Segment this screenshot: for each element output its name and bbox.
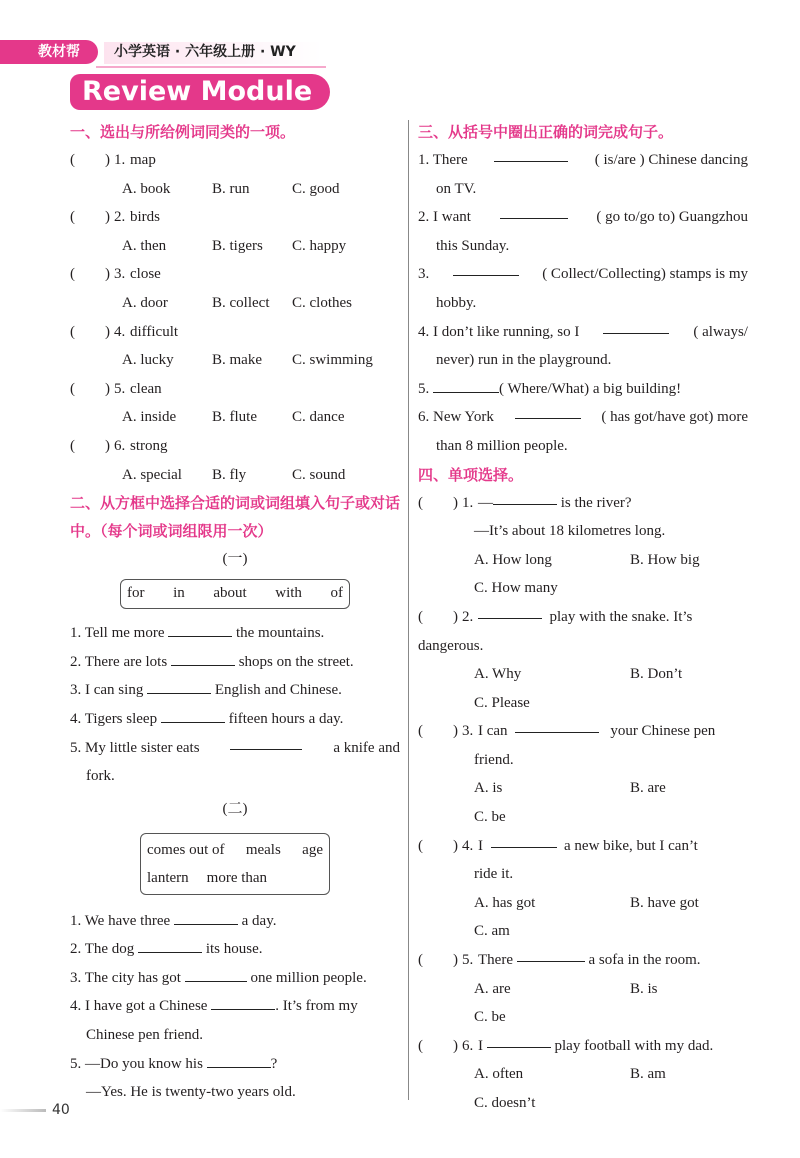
options-row: A. special B. fly C. sound	[122, 466, 346, 483]
box-word: in	[173, 585, 185, 602]
options-row: A. Why B. Don’t	[474, 666, 683, 683]
word-box-2	[140, 833, 330, 895]
answer-blank[interactable]	[207, 1052, 271, 1068]
brand-tag: 教材帮	[0, 40, 98, 64]
options-row: A. inside B. flute C. dance	[122, 409, 345, 426]
box-word: more than	[206, 869, 268, 886]
header-underline	[96, 66, 326, 68]
options-row: A. has got B. have got	[474, 894, 699, 911]
options-row: A. is B. are	[474, 780, 666, 797]
mc-question: ( ) 3. I can your Chinese pen	[418, 717, 748, 746]
answer-blank[interactable]	[487, 1032, 551, 1048]
option-c: C. am	[474, 923, 510, 940]
page-number	[0, 1100, 70, 1120]
section1-heading: 一、选出与所给例词同类的一项。	[70, 123, 296, 141]
answer-blank[interactable]	[494, 146, 568, 162]
answer-blank[interactable]	[161, 707, 225, 723]
answer-blank[interactable]	[138, 937, 202, 953]
page-header	[0, 40, 330, 68]
box-word: lantern	[147, 869, 189, 886]
answer-blank[interactable]	[453, 260, 519, 276]
fill-line-cont: than 8 million people.	[436, 437, 568, 454]
section2-heading: 二、从方框中选择合适的词或词组填入句子或对话中。（每个词或词组限用一次）	[70, 494, 401, 541]
answer-blank[interactable]	[517, 946, 585, 962]
options-row: A. book B. run C. good	[122, 180, 340, 197]
box-word: for	[127, 585, 145, 602]
answer-blank[interactable]	[491, 832, 557, 848]
answer-blank[interactable]	[230, 734, 302, 750]
section3-heading: 三、从括号中圈出正确的词完成句子。	[418, 123, 674, 141]
part1-title: (一)	[222, 551, 248, 568]
question-row: ( ) 5. clean	[70, 380, 162, 397]
part2-title: (二)	[222, 800, 248, 817]
answer-blank[interactable]	[500, 203, 568, 219]
answer-blank[interactable]	[174, 909, 238, 925]
fill-line: 4. Tigers sleep fifteen hours a day.	[70, 705, 400, 734]
options-row: A. lucky B. make C. swimming	[122, 352, 373, 369]
fill-line-cont: this Sunday.	[436, 237, 510, 254]
question-row: ( ) 3. close	[70, 266, 161, 283]
fill-line: 2. I want ( go to/go to) Guangzhou	[418, 203, 748, 232]
option-c: C. Please	[474, 694, 530, 711]
answer-blank[interactable]	[433, 377, 499, 393]
fill-line: 4. I don’t like running, so I ( always/	[418, 318, 748, 347]
options-row: A. door B. collect C. clothes	[122, 294, 352, 311]
answer-blank[interactable]	[515, 403, 581, 419]
question-cont: ride it.	[474, 866, 514, 883]
fill-line: 6. New York ( has got/have got) more	[418, 403, 748, 432]
word-box-1	[120, 579, 350, 609]
answer-blank[interactable]	[171, 650, 235, 666]
option-c: C. How many	[474, 580, 558, 597]
module-title: Review Module	[70, 74, 330, 110]
mc-question: ( ) 1. — is the river?	[418, 489, 748, 518]
fill-line-cont: on TV.	[436, 180, 477, 197]
answer-blank[interactable]	[493, 489, 557, 505]
mc-question: ( ) 5. There a sofa in the room.	[418, 946, 748, 975]
fill-line: 1. Tell me more the mountains.	[70, 619, 400, 648]
question-cont: friend.	[474, 751, 514, 768]
question-cont: dangerous.	[418, 637, 484, 654]
option-c: C. doesn’t	[474, 1095, 536, 1111]
fill-line: 1. We have three a day.	[70, 907, 400, 936]
answer-blank[interactable]	[478, 603, 542, 619]
answer-blank[interactable]	[211, 994, 275, 1010]
column-divider	[408, 120, 409, 1100]
mc-question: ( ) 4. I a new bike, but I can’t	[418, 832, 748, 861]
answer-blank[interactable]	[147, 678, 211, 694]
answer-blank[interactable]	[603, 318, 669, 334]
section1-items	[70, 146, 400, 489]
box-word: meals	[245, 841, 281, 858]
fill-line-cont: Chinese pen friend.	[86, 1027, 204, 1044]
book-title: 小学英语 · 六年级上册 · WY	[104, 42, 322, 64]
fill-line: 3. ( Collect/Collecting) stamps is my	[418, 260, 748, 289]
question-row: ( ) 6. strong	[70, 437, 168, 454]
fill-line: 2. The dog its house.	[70, 935, 400, 964]
answer-blank[interactable]	[185, 966, 247, 982]
question-row: ( ) 1. map	[70, 152, 156, 168]
fill-line: 3. I can sing English and Chinese.	[70, 676, 400, 705]
answer-blank[interactable]	[515, 717, 599, 733]
question-cont: —It’s about 18 kilometres long.	[474, 523, 666, 540]
mc-question: ( ) 6. I play football with my dad.	[418, 1032, 748, 1061]
options-row: A. then B. tigers C. happy	[122, 237, 347, 254]
fill-line: 5. ( Where/What) a big building!	[418, 375, 748, 404]
fill-line: 5. My little sister eats a knife and	[70, 734, 400, 763]
mc-question: ( ) 2. play with the snake. It’s	[418, 603, 748, 632]
fill-line: 4. I have got a Chinese . It’s from my	[70, 992, 400, 1021]
option-c: C. be	[474, 809, 506, 826]
page-number-bar	[0, 1109, 46, 1112]
fill-line: 2. There are lots shops on the street.	[70, 648, 400, 677]
question-row: ( ) 2. birds	[70, 209, 160, 226]
fill-line-cont: —Yes. He is twenty-two years old.	[86, 1084, 296, 1101]
box-word: of	[330, 585, 343, 602]
fill-line: 1. There ( is/are ) Chinese dancing	[418, 146, 748, 175]
left-column	[70, 118, 400, 1107]
page-number-text: 40	[52, 1102, 70, 1118]
right-column	[418, 118, 748, 1118]
box-word: comes out of	[147, 841, 225, 858]
fill-line-cont: hobby.	[436, 294, 477, 311]
fill-line-cont: never) run in the playground.	[436, 352, 612, 369]
fill-line-cont: fork.	[86, 768, 115, 785]
box-word: with	[275, 585, 302, 602]
box-word: about	[213, 585, 247, 602]
fill-line: 3. The city has got one million people.	[70, 964, 400, 993]
options-row: A. are B. is	[474, 980, 658, 997]
options-row: A. often B. am	[474, 1066, 666, 1083]
options-row: A. How long B. How big	[474, 551, 700, 568]
box-word: age	[302, 841, 323, 858]
answer-blank[interactable]	[168, 621, 232, 637]
question-row: ( ) 4. difficult	[70, 323, 179, 340]
fill-line: 5. —Do you know his ?	[70, 1050, 400, 1079]
section4-heading: 四、单项选择。	[418, 465, 524, 484]
option-c: C. be	[474, 1009, 506, 1026]
